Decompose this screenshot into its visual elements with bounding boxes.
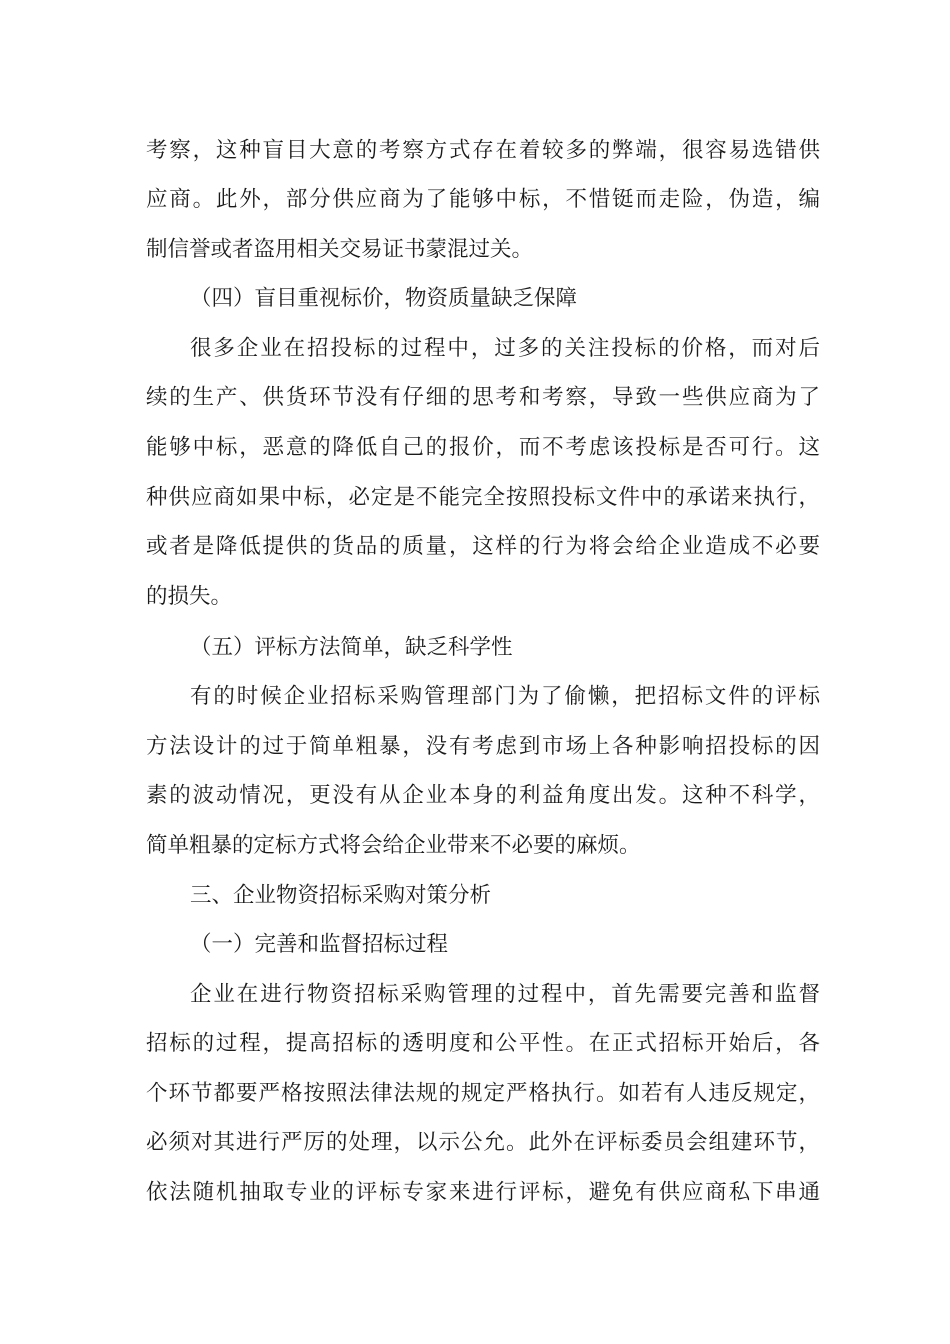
paragraph-line: 依法随机抽取专业的评标专家来进行评标，避免有供应商私下串通 — [146, 1180, 820, 1205]
paragraph-line: 应商。此外，部分供应商为了能够中标，不惜铤而走险，伪造，编 — [146, 187, 820, 212]
paragraph-line: 有的时候企业招标采购管理部门为了偷懒，把招标文件的评标 — [190, 684, 820, 709]
chapter-heading: 三、企业物资招标采购对策分析 — [190, 883, 492, 908]
paragraph-line: 方法设计的过于简单粗暴，没有考虑到市场上各种影响招投标的因 — [146, 734, 820, 759]
paragraph-line: 或者是降低提供的货品的质量，这样的行为将会给企业造成不必要 — [146, 534, 820, 559]
paragraph-line: 的损失。 — [146, 584, 233, 609]
paragraph-line: 制信誉或者盗用相关交易证书蒙混过关。 — [146, 237, 534, 262]
paragraph-line: 能够中标，恶意的降低自己的报价，而不考虑该投标是否可行。这 — [146, 435, 820, 460]
paragraph-line: 续的生产、供货环节没有仔细的思考和考察，导致一些供应商为了 — [146, 385, 820, 410]
paragraph-line: 素的波动情况，更没有从企业本身的利益角度出发。这种不科学， — [146, 783, 820, 808]
paragraph-line: 招标的过程，提高招标的透明度和公平性。在正式招标开始后，各 — [146, 1031, 820, 1056]
paragraph-line: 种供应商如果中标，必定是不能完全按照投标文件中的承诺来执行， — [146, 485, 820, 510]
paragraph-line: 企业在进行物资招标采购管理的过程中，首先需要完善和监督 — [190, 982, 820, 1007]
paragraph-line: 个环节都要严格按照法律法规的规定严格执行。如若有人违反规定， — [146, 1081, 820, 1106]
paragraph-line: 必须对其进行严厉的处理，以示公允。此外在评标委员会组建环节， — [146, 1130, 820, 1155]
paragraph-line: 简单粗暴的定标方式将会给企业带来不必要的麻烦。 — [146, 833, 641, 858]
section-heading: （四）盲目重视标价，物资质量缺乏保障 — [190, 286, 578, 311]
section-heading: （五）评标方法简单，缺乏科学性 — [190, 635, 513, 660]
section-heading: （一）完善和监督招标过程 — [190, 932, 449, 957]
paragraph-line: 很多企业在招投标的过程中，过多的关注投标的价格，而对后 — [190, 336, 820, 361]
paragraph-line: 考察，这种盲目大意的考察方式存在着较多的弊端，很容易选错供 — [146, 138, 820, 163]
